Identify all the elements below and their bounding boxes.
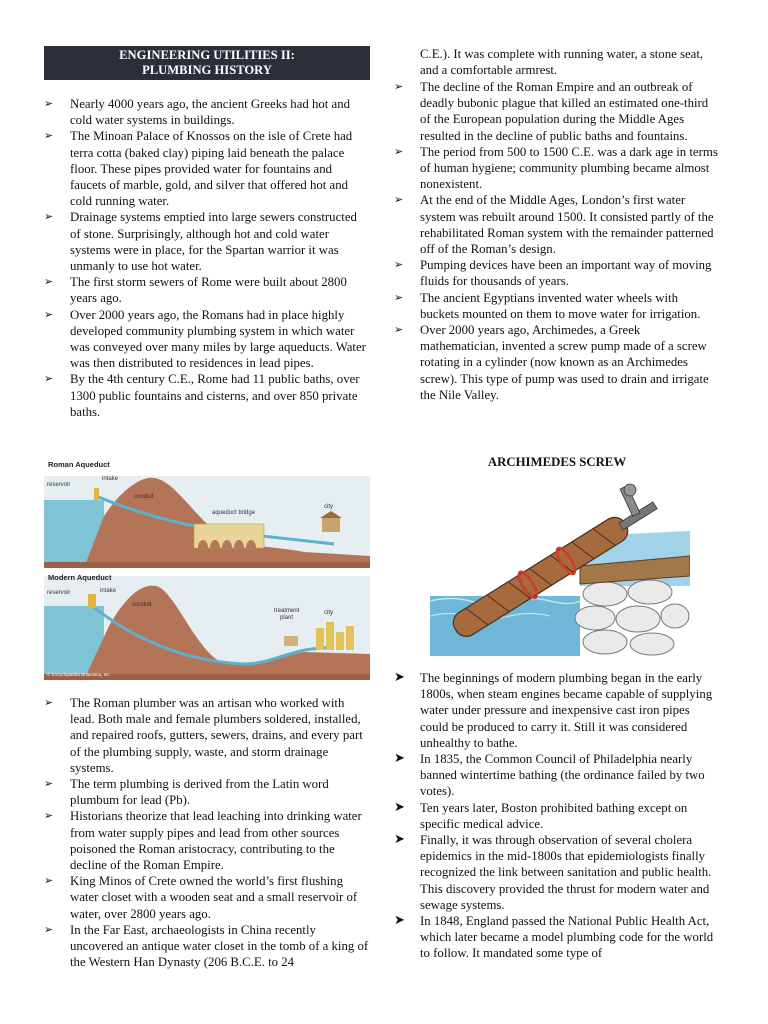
- list-item: ➢ The Minoan Palace of Knossos on the isle of Crete had terra cotta (baked clay) piping laid beneath the palace floor. These pipes provided water for fountains and faucets of marble, gold, and silver that offered hot and cold running water.: [44, 129, 353, 209]
- list-item: ➤ In 1835, the Common Council of Philadelphia nearly banned wintertime bathing (the ordinance failed by two votes).: [394, 751, 705, 799]
- arrow-bullet-icon: ➢: [44, 874, 54, 888]
- list-item: ➢ The decline of the Roman Empire and an outbreak of deadly bubonic plague that killed an estimated one-third of the European population during the Middle Ages resulted in the decline of public baths and fountains.: [394, 80, 709, 143]
- reservoir-label-modern: reservoir: [47, 590, 71, 596]
- arrow-bullet-icon: ➤: [394, 670, 405, 685]
- arrow-bullet-icon: ➢: [44, 275, 54, 289]
- list-item: ➢ Over 2000 years ago, Archimedes, a Greek mathematician, invented a screw pump made of a screw rotating in a cylinder (now known as an Archimedes screw). This type of pump was used to drain and irrigate the Nile Valley.: [394, 323, 709, 402]
- list-item: ➤ The beginnings of modern plumbing began in the early 1800s, when steam engines became capable of supplying water under pressure and inexpensive cast iron pipes could be produced to carry it. Still it was considered unhealthy to bathe.: [394, 670, 713, 750]
- arrow-bullet-icon: ➤: [394, 799, 405, 815]
- list-item: ➢ At the end of the Middle Ages, London’s first water system was rebuilt around 1500. It consisted partly of the rehabilitated Roman system with the remainder patterned off of the Roman’s design.: [394, 193, 714, 257]
- arrow-bullet-icon: ➤: [394, 913, 405, 929]
- archimedes-screw-title: ARCHIMEDES SCREW: [487, 455, 627, 469]
- modern-aqueduct-title: Modern Aqueduct: [48, 573, 112, 582]
- arrow-bullet-icon: ➢: [44, 97, 54, 110]
- list-item: ➢ The Roman plumber was an artisan who worked with lead. Both male and female plumbers soldered, installed, and repaired roofs, gutters, sewers, drains, and every part of the plumbing supply, waste, and storm drainage systems.: [44, 696, 363, 775]
- roman-aqueduct-title: Roman Aqueduct: [48, 460, 110, 469]
- right-bottom-list: [394, 670, 720, 962]
- list-item: ➢ The term plumbing is derived from the Latin word plumbum for lead (Pb).: [44, 777, 329, 808]
- list-item: ➢ Over 2000 years ago, the Romans had in place highly developed community plumbing system in which water was conveyed over many miles by large aqueducts. Water was then distributed to residences in lead pipes.: [44, 307, 366, 371]
- city-label: city: [324, 504, 333, 510]
- right-top-list: [394, 79, 720, 403]
- left-bottom-list: [44, 695, 370, 970]
- archimedes-screw-illustration: [430, 476, 690, 656]
- left-top-list: [44, 96, 370, 420]
- city-label-modern: city: [324, 610, 333, 616]
- page-title-line1: ENGINEERING UTILITIES II:: [119, 48, 295, 62]
- list-item: ➤ Finally, it was through observation of several cholera epidemics in the mid-1800s that epidemiologists finally recognized the link between sanitation and public health. This discovery provided the thrust for modern water and sewage systems.: [394, 832, 712, 912]
- arrow-bullet-icon: ➢: [394, 193, 404, 207]
- aqueduct-bridge-label: aqueduct bridge: [212, 510, 256, 516]
- list-item: ➢ The period from 500 to 1500 C.E. was a dark age in terms of human hygiene; community plumbing became almost nonexistent.: [394, 144, 718, 192]
- page-title-box: [44, 46, 370, 80]
- conduit-label-modern: conduit: [132, 602, 152, 608]
- list-item: ➢ King Minos of Crete owned the world’s first flushing water closet with a wooden seat and a small reservoir of water, over 2800 years ago.: [44, 874, 358, 921]
- arrow-bullet-icon: ➢: [44, 372, 54, 386]
- arrow-bullet-icon: ➢: [394, 144, 404, 158]
- list-item: ➢ Nearly 4000 years ago, the ancient Greeks had hot and cold water systems in buildings.: [44, 97, 351, 128]
- list-item: ➢ In the Far East, archaeologists in China recently uncovered an antique water closet in the tomb of a king of the Western Han Dynasty (206 B.C.E. to 24: [44, 922, 369, 970]
- list-item: ➤ Ten years later, Boston prohibited bathing except on specific medical advice.: [394, 799, 688, 831]
- list-item: ➢ The ancient Egyptians invented water wheels with buckets mounted on them to move water for irrigation.: [394, 290, 701, 321]
- continuation-text: C.E.). It was complete with running water, a stone seat, and a comfortable armrest.: [420, 47, 704, 78]
- list-item: ➢ Pumping devices have been an important way of moving fluids for thousands of years.: [394, 258, 712, 289]
- arrow-bullet-icon: ➢: [44, 210, 54, 224]
- arrow-bullet-icon: ➢: [394, 290, 404, 304]
- arrow-bullet-icon: ➢: [394, 80, 404, 93]
- page-title-line2: PLUMBING HISTORY: [142, 63, 272, 77]
- conduit-label: conduit: [134, 494, 154, 500]
- list-item: ➢ Historians theorize that lead leaching into drinking water from water supply pipes and lead from other sources poisoned the Roman aristocracy, contributing to the decline of the Roman Empire.: [44, 809, 362, 873]
- treatment-label: treatment: [274, 608, 300, 614]
- list-item: ➢ The first storm sewers of Rome were built about 2800 years ago.: [44, 275, 347, 306]
- arrow-bullet-icon: ➢: [44, 307, 54, 321]
- arrow-bullet-icon: ➢: [394, 323, 404, 337]
- arrow-bullet-icon: ➢: [44, 129, 54, 143]
- arrow-bullet-icon: ➢: [44, 696, 54, 709]
- figure-credit: © Encyclopædia Britannica, Inc.: [47, 672, 111, 677]
- list-item: ➢ Drainage systems emptied into large sewers constructed of stone. Surprisingly, although hot and cold water systems were in place, for the Spartan warrior it was unmanly to use hot water.: [44, 210, 357, 274]
- arrow-bullet-icon: ➢: [394, 258, 404, 272]
- arrow-bullet-icon: ➢: [44, 809, 54, 823]
- plant-label: plant: [280, 615, 294, 621]
- arrow-bullet-icon: ➢: [44, 777, 54, 791]
- arrow-bullet-icon: ➤: [394, 832, 405, 848]
- intake-label: intake: [102, 476, 119, 482]
- aqueduct-diagram: [44, 456, 370, 680]
- list-item: ➤ In 1848, England passed the National Public Health Act, which later became a model plumbing code for the world to follow. It mandated some type of: [394, 913, 714, 961]
- reservoir-label: reservoir: [47, 482, 71, 488]
- intake-label-modern: intake: [100, 588, 117, 594]
- list-item: ➢ By the 4th century C.E., Rome had 11 public baths, over 1300 public fountains and cisterns, and over 850 private baths.: [44, 372, 360, 419]
- arrow-bullet-icon: ➤: [394, 751, 405, 767]
- arrow-bullet-icon: ➢: [44, 922, 54, 936]
